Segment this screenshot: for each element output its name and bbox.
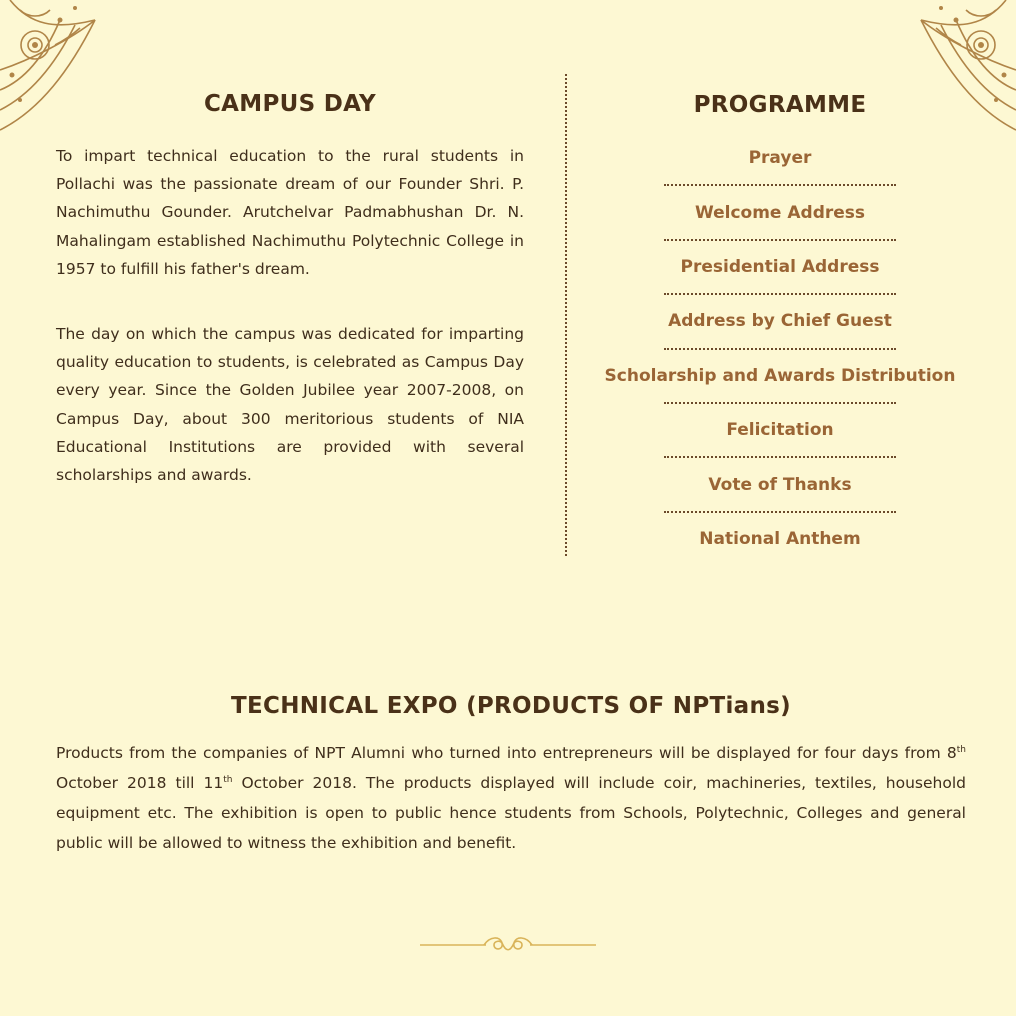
programme-item-felicitation: Felicitation — [726, 420, 834, 441]
expo-text-part-3: October 2018. The products displayed will include coir, machineries, textiles, household equipment etc. The exhibition is open to public hence students from Schools, Polytechnic, Colleges and general public will be allowed to witness the exhibition and benefit. — [56, 774, 966, 852]
programme-section — [590, 85, 970, 565]
programme-item-chief-guest-address: Address by Chief Guest — [668, 311, 892, 332]
ordinal-suffix: th — [223, 774, 233, 785]
campus-day-section — [56, 84, 524, 489]
expo-text-part-2: October 2018 till 11 — [56, 774, 224, 792]
ordinal-suffix: th — [956, 744, 966, 755]
programme-list — [590, 132, 970, 565]
campus-day-paragraph-2: The day on which the campus was dedicated for imparting quality education to students, is celebrated as Campus Day every year. Since the Golden Jubilee year 2007-2008, on Campus Day, about 300 meritorious students of NIA Educational Institutions are provided with several scholarships and awards. — [56, 325, 524, 485]
technical-expo-section — [56, 686, 966, 858]
campus-day-paragraph-1: To impart technical education to the rural students in Pollachi was the passionate dream of our Founder Shri. P. Nachimuthu Gounder. Arutchelvar Padmabhushan Dr. N. Mahalingam established Nachimuthu Polytechnic College in 1957 to fulfill his father's dream. — [56, 147, 524, 278]
flourish-divider-icon — [420, 932, 596, 958]
technical-expo-paragraph — [56, 738, 966, 858]
vertical-dotted-divider — [565, 74, 567, 556]
programme-item-national-anthem: National Anthem — [699, 528, 861, 549]
programme-item-welcome-address: Welcome Address — [694, 202, 866, 223]
programme-item-vote-of-thanks: Vote of Thanks — [708, 474, 852, 495]
programme-item-prayer: Prayer — [748, 148, 812, 169]
technical-expo-title: TECHNICAL EXPO (PRODUCTS OF NPTians) — [231, 693, 791, 719]
campus-day-title: CAMPUS DAY — [203, 91, 377, 117]
programme-item-scholarship-awards: Scholarship and Awards Distribution — [604, 365, 956, 386]
expo-text-part-1: Products from the companies of NPT Alumni who turned into entrepreneurs will be displayed for four days from 8 — [56, 744, 957, 762]
programme-item-presidential-address: Presidential Address — [680, 256, 880, 277]
programme-title: PROGRAMME — [693, 92, 867, 118]
